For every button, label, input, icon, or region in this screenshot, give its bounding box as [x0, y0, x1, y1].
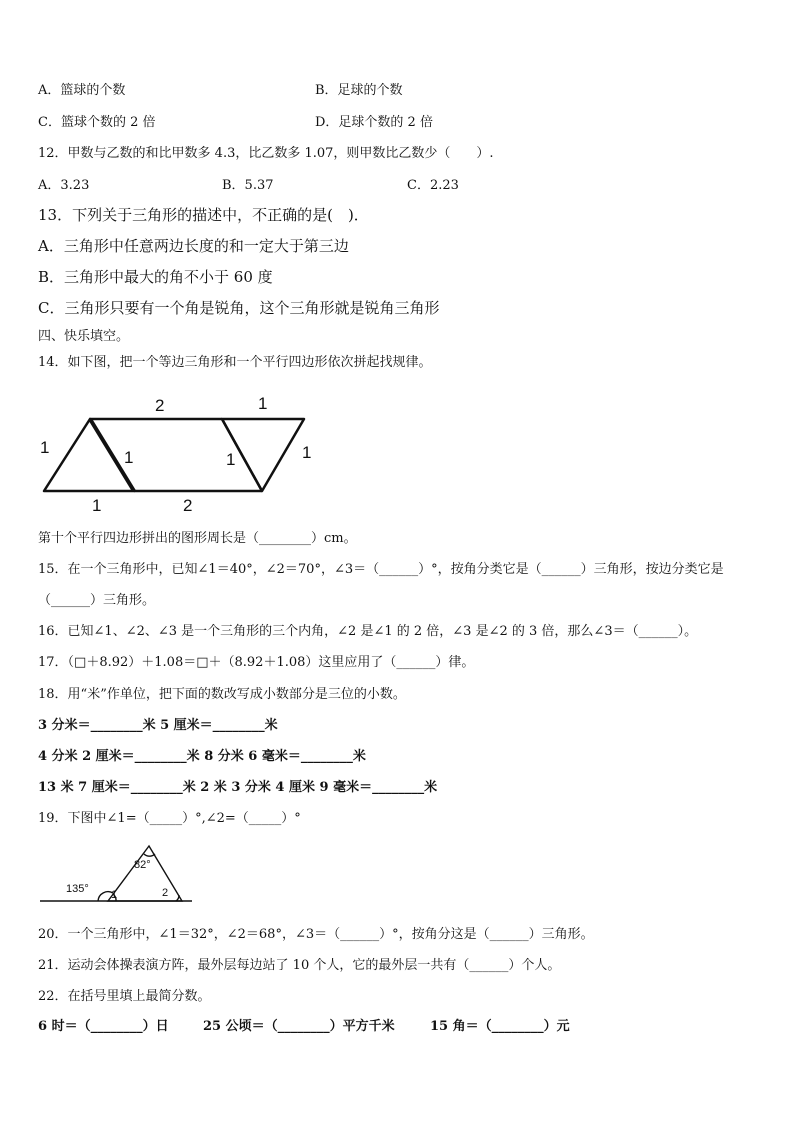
q14-figure	[30, 385, 330, 515]
q13-option-c: C．三角形只要有一个角是锐角，这个三角形就是锐角三角形	[38, 299, 440, 317]
q17-stem: 17．（□＋8.92）＋1.08＝□＋（8.92＋1.08）这里应用了（______）律。	[38, 655, 475, 670]
label-left-1: 1	[40, 438, 50, 457]
angle1-label: 1	[111, 889, 118, 901]
q14-question: 第十个平行四边形拼出的图形周长是（________）cm。	[38, 531, 357, 546]
q12-stem: 12．甲数与乙数的和比甲数多 4.3，比乙数多 1.07，则甲数比乙数少（ ）.	[38, 146, 494, 161]
q22-stem: 22．在括号里填上最简分数。	[38, 989, 211, 1004]
q12-option-a: A．3.23	[38, 178, 90, 193]
q19-stem: 19．下图中∠1=（_____）°,∠2=（_____）°	[38, 811, 301, 826]
q12-option-b: B．5.37	[222, 178, 274, 193]
section-title: 四、快乐填空。	[38, 329, 130, 344]
outer-angle-label: 135°	[66, 883, 89, 895]
q18-row3: 13 米 7 厘米＝________米 2 米 3 分米 4 厘米 9 毫米＝________米	[38, 780, 438, 795]
q13-option-a: A．三角形中任意两边长度的和一定大于第三边	[38, 237, 349, 255]
q18-row2: 4 分米 2 厘米＝________米 8 分米 6 毫米＝________米	[38, 749, 366, 764]
q19-figure	[36, 838, 196, 910]
q14-stem: 14．如下图，把一个等边三角形和一个平行四边形依次拼起找规律。	[38, 355, 432, 370]
q15-line1: 15．在一个三角形中，已知∠1＝40°，∠2＝70°，∠3＝（______）°，按角分类它是（______）三角形，按边分类它是	[38, 562, 724, 577]
label-top-1: 1	[258, 394, 268, 413]
q22-item3: 15 角＝（________）元	[430, 1019, 570, 1034]
q18-stem: 18．用“米”作单位，把下面的数改写成小数部分是三位的小数。	[38, 687, 406, 702]
q16-stem: 16．已知∠1、∠2、∠3 是一个三角形的三个内角，∠2 是∠1 的 2 倍，∠3 是∠2 的 3 倍，那么∠3＝（______）。	[38, 624, 698, 639]
q11-option-d: D．足球个数的 2 倍	[315, 115, 433, 130]
q13-stem: 13．下列关于三角形的描述中，不正确的是( )．	[38, 206, 369, 224]
q13-option-b: B．三角形中最大的角不小于 60 度	[38, 268, 273, 286]
label-top-2: 2	[155, 396, 165, 415]
q15-line2: （______）三角形。	[38, 593, 156, 608]
q21-stem: 21．运动会体操表演方阵，最外层每边站了 10 个人，它的最外层一共有（______）个人。	[38, 958, 561, 973]
label-mid-1: 1	[226, 450, 236, 469]
q11-option-a: A．篮球的个数	[38, 83, 126, 98]
label-bottom-1: 1	[92, 496, 102, 515]
angle2-label: 2	[162, 887, 169, 899]
q20-stem: 20．一个三角形中，∠1＝32°，∠2＝68°，∠3＝（______）°，按角分这是（______）三角形。	[38, 927, 594, 942]
q22-item1: 6 时＝（________）日	[38, 1019, 169, 1034]
q22-item2: 25 公顷＝（________）平方千米	[203, 1019, 395, 1034]
q11-option-c: C．篮球个数的 2 倍	[38, 115, 156, 130]
equilateral-triangle-left	[44, 419, 134, 491]
top-angle-label: 82°	[134, 859, 151, 871]
q11-option-b: B．足球的个数	[315, 83, 403, 98]
angle2-arc	[176, 895, 179, 901]
label-bottom-2: 2	[183, 496, 193, 515]
q12-option-c: C．2.23	[407, 178, 459, 193]
label-shared-1: 1	[124, 448, 134, 467]
q18-row1: 3 分米＝________米 5 厘米＝________米	[38, 718, 278, 733]
label-right-1: 1	[302, 443, 312, 462]
